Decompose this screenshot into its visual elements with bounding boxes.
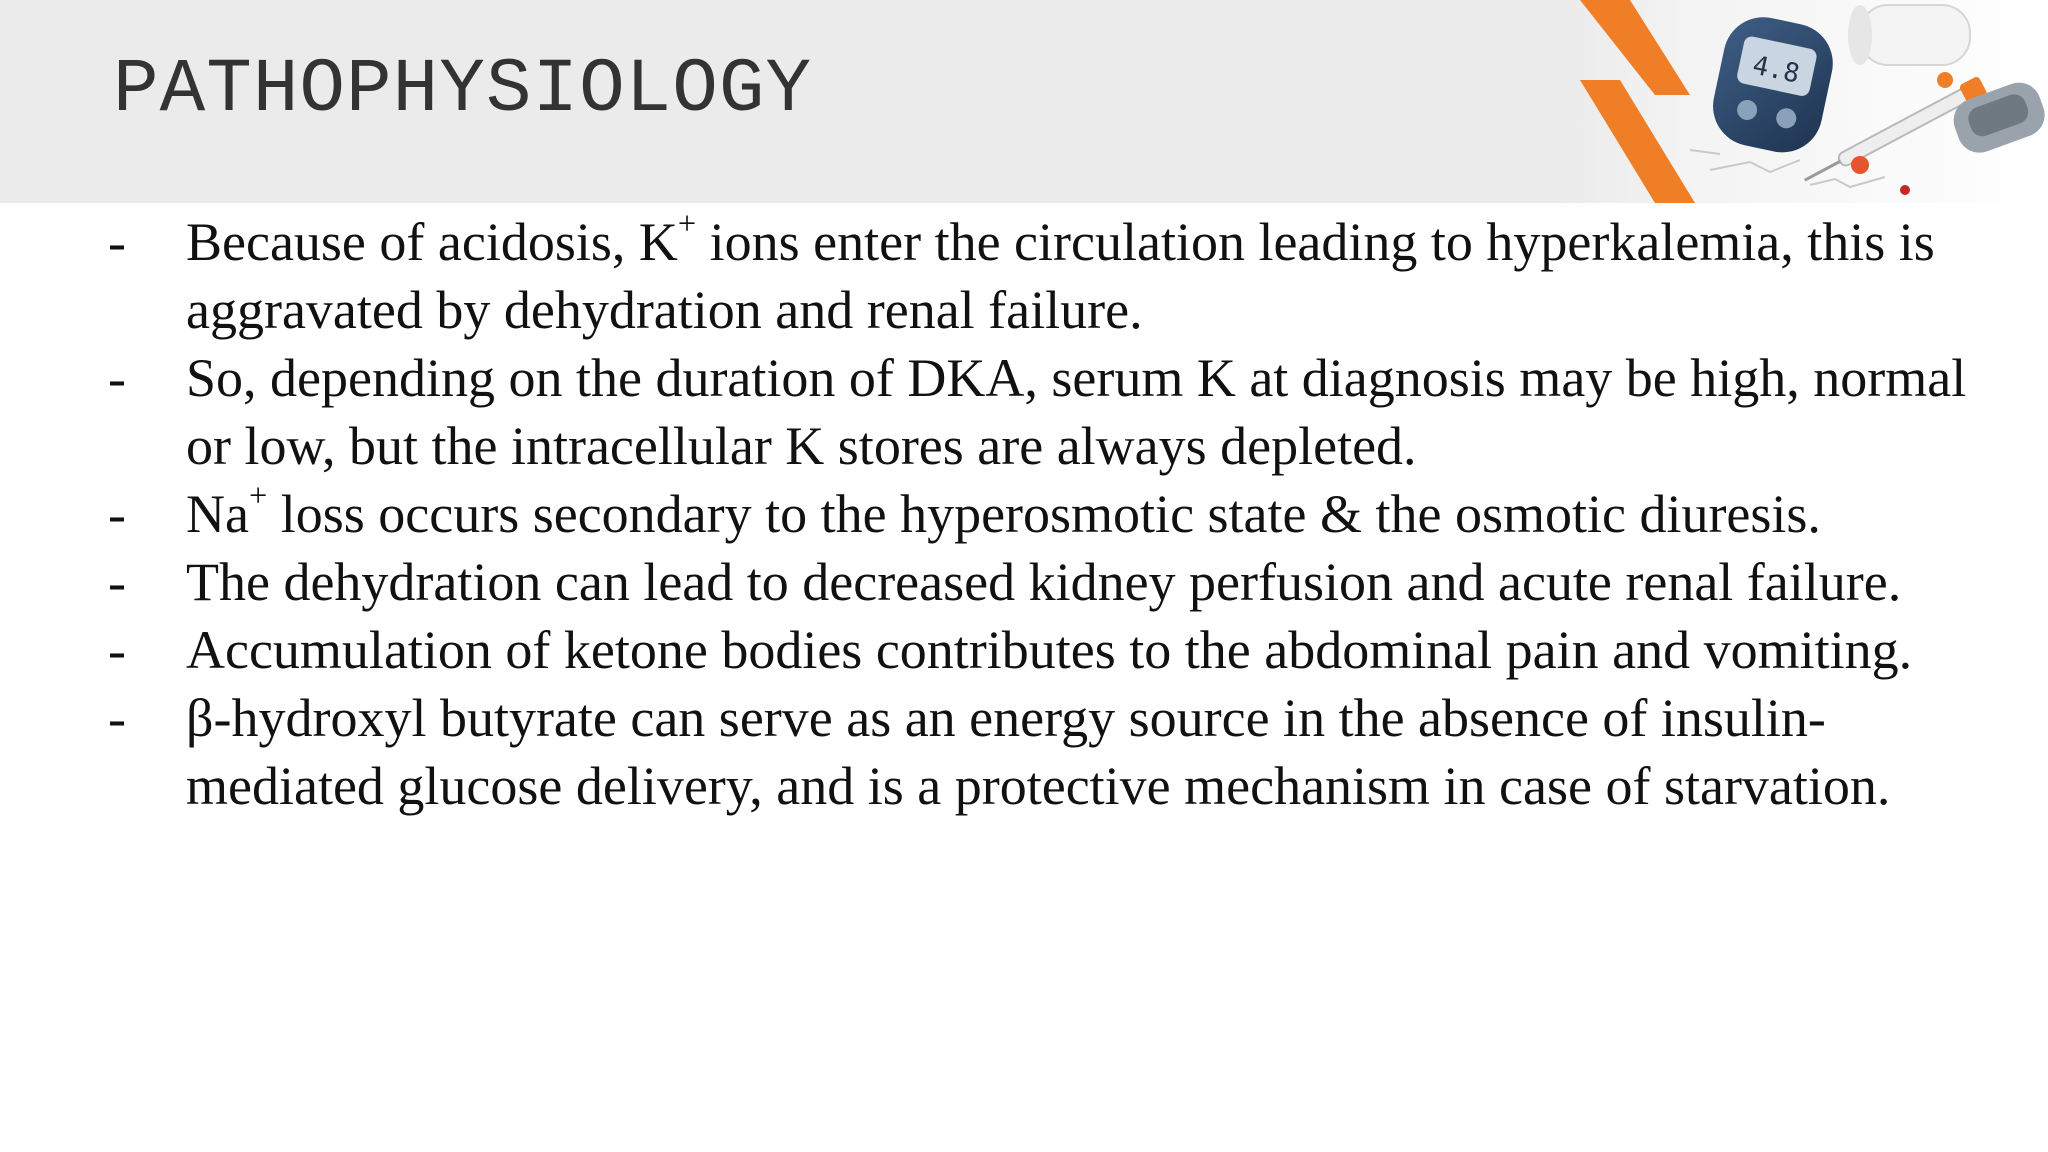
bullet-text: β-hydroxyl butyrate can serve as an energy source in the absence of insulin-mediated glucose delivery, and is a protective mechanism in case of starvation. xyxy=(186,688,1891,816)
bullet-item xyxy=(108,344,2008,480)
bullet-dash: - xyxy=(108,620,126,680)
slide-title: PATHOPHYSIOLOGY xyxy=(113,47,813,133)
bullet-text: So, depending on the duration of DKA, serum K at diagnosis may be high, normal or low, but the intracellular K stores are always depleted. xyxy=(186,348,1967,476)
bullet-text: Na+ loss occurs secondary to the hyperosmotic state & the osmotic diuresis. xyxy=(186,478,1821,544)
bullet-text: Accumulation of ketone bodies contributes to the abdominal pain and vomiting. xyxy=(186,620,1913,680)
bullet-item xyxy=(108,616,2008,684)
bullet-dash: - xyxy=(108,484,126,544)
bullet-text: The dehydration can lead to decreased kidney perfusion and acute renal failure. xyxy=(186,552,1902,612)
bullet-list xyxy=(108,208,2008,820)
superscript: + xyxy=(677,206,697,243)
bullet-item xyxy=(108,684,2008,820)
meter-reading: 4.8 xyxy=(1749,50,1803,90)
bullet-dash: - xyxy=(108,348,126,408)
superscript: + xyxy=(248,478,268,515)
bullet-text: Because of acidosis, K+ ions enter the circulation leading to hyperkalemia, this is aggravated by dehydration and renal failure. xyxy=(186,206,1935,340)
bullet-item xyxy=(108,548,2008,616)
bullet-item xyxy=(108,208,2008,344)
bullet-dash: - xyxy=(108,688,126,748)
bullet-item xyxy=(108,480,2008,548)
bullet-dash: - xyxy=(108,212,126,272)
bullet-dash: - xyxy=(108,552,126,612)
glucose-meter-icon xyxy=(1560,0,2048,203)
